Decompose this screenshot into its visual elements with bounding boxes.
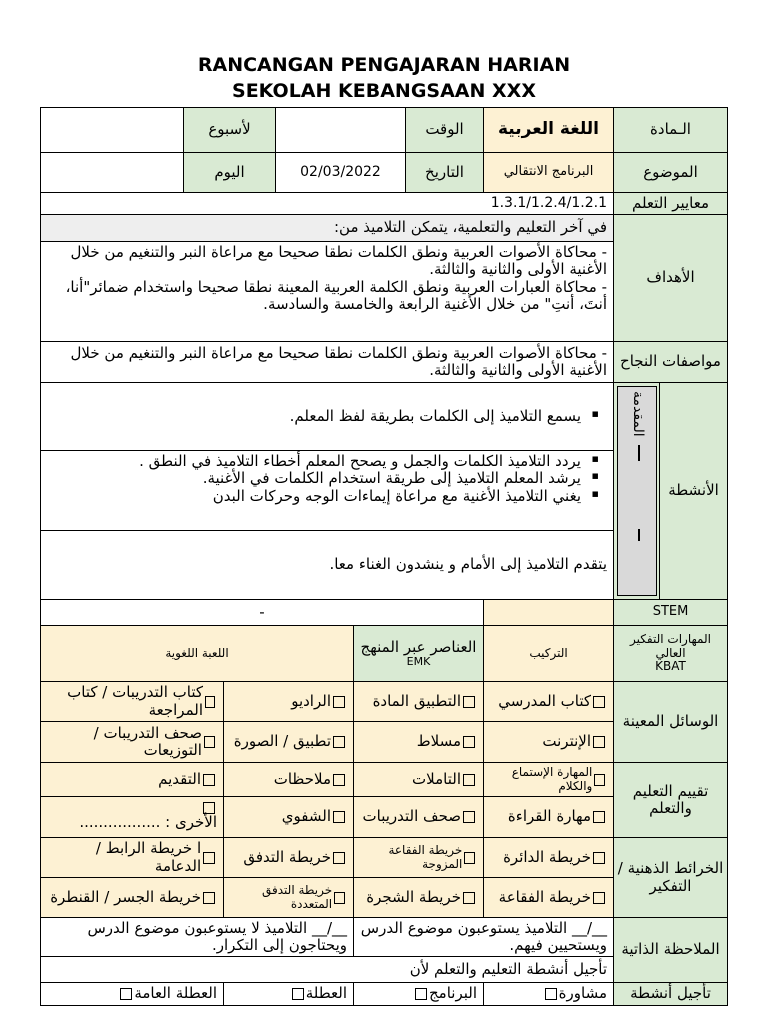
cross-curricular <box>353 625 484 682</box>
aid-text: الإنترنت <box>542 732 591 751</box>
checkbox[interactable] <box>593 892 605 904</box>
assessment-label: تقييم التعليم والتعلم <box>613 762 728 838</box>
school-name: SEKOLAH KEBANGSAAN XXX <box>232 80 536 102</box>
time-label: الوقت <box>405 107 484 153</box>
objective-item: - محاكاة العبارات العربية ونطق الكلمة العربية المعينة نطقا صحيحا واستخدام ضمائر"أنا، أنتَ، أنتِ" من خلال الأغنية الرابعة والخامسة والسادسة. <box>65 277 607 313</box>
activity-intro <box>40 382 614 451</box>
checkbox[interactable] <box>463 811 475 823</box>
success-label: مواصفات النجاح <box>613 341 728 383</box>
assess-reflections[interactable] <box>353 762 484 797</box>
checkbox[interactable] <box>463 736 475 748</box>
success-text: - محاكاة الأصوات العربية ونطق الكلمات نطقا صحيحا مع مراعاة النبر والتنغيم من خلال الأغنية الأولى والثانية والثالثة. <box>40 341 614 383</box>
map-multi-flow[interactable] <box>223 877 354 918</box>
postpone-text: العطلة <box>305 984 347 1003</box>
subject-label: الـمادة <box>613 107 728 153</box>
stem-empty <box>483 599 614 626</box>
checkbox[interactable] <box>464 852 475 864</box>
day-value <box>40 152 184 193</box>
objective-item: - محاكاة الأصوات العربية ونطق الكلمات نطقا صحيحا مع مراعاة النبر والتنغيم من خلال الأغنية الأولى والثانية والثالثة. <box>70 243 607 279</box>
postpone-text: مشاورة <box>558 984 607 1003</box>
checkbox[interactable] <box>463 774 475 786</box>
standards-label: معايير التعلم <box>613 192 728 215</box>
activities-stage-bar <box>617 386 657 596</box>
aid-radio[interactable] <box>223 681 354 722</box>
aid-exercise-book[interactable] <box>40 681 224 722</box>
reflection-label: الملاحظة الذاتية <box>613 917 728 983</box>
activity-item: ▪ يرشد المعلم التلاميذ إلى طريقة استخدام الكلمات في الأغنية. <box>47 470 607 487</box>
time-value <box>275 107 406 153</box>
assess-oral[interactable] <box>223 796 354 838</box>
checkbox[interactable] <box>593 696 605 708</box>
postpone-public-holiday[interactable] <box>40 982 224 1006</box>
aid-text: تطبيق / الصورة <box>233 732 331 751</box>
assess-reading[interactable] <box>483 796 614 838</box>
map-text: خريطة التدفق <box>243 847 331 866</box>
subject-value: اللغة العربية <box>483 107 614 153</box>
map-text: خريطة الدائرة <box>503 847 591 866</box>
kbat-label-ar: المهارات التفكير العالي <box>630 631 711 660</box>
postpone-text: البرنامج <box>428 984 477 1003</box>
assess-other[interactable] <box>40 796 224 838</box>
date-value: 02/03/2022 <box>275 152 406 193</box>
checkbox[interactable] <box>545 988 557 1000</box>
checkbox[interactable] <box>292 988 304 1000</box>
standards-value: 1.3.1/1.2.4/1.2.1 <box>40 192 614 215</box>
map-tree[interactable] <box>353 877 484 918</box>
map-circle[interactable] <box>483 837 614 878</box>
map-text: خريطة الفقاعة <box>498 887 591 906</box>
map-text: خريطة الجسر / القنطرة <box>50 887 201 906</box>
assess-text: المهارة الإستماع والكلام <box>511 764 593 793</box>
assess-exercise-sheets[interactable] <box>353 796 484 838</box>
page-title: RANCANGAN PENGAJARAN HARIAN <box>197 54 571 76</box>
assess-notes[interactable] <box>223 762 354 797</box>
checkbox[interactable] <box>593 811 605 823</box>
activity-main <box>40 450 614 531</box>
topic-label: الموضوع <box>613 152 728 193</box>
kbat-label <box>613 625 728 682</box>
checkbox[interactable] <box>120 988 132 1000</box>
activity-closing: يتقدم التلاميذ إلى الأمام و ينشدون الغناء معا. <box>40 530 614 600</box>
map-link[interactable] <box>40 837 224 878</box>
maps-label: الخرائط الذهنية / التفكير <box>613 837 728 918</box>
aid-image-app[interactable] <box>223 721 354 763</box>
objectives-label: الأهداف <box>613 214 728 342</box>
assess-text: التاملات <box>412 769 461 788</box>
checkbox[interactable] <box>593 736 605 748</box>
assess-text: مهارة القراءة <box>507 807 591 826</box>
cross-label-ar: العناصر عبر المنهج <box>360 637 477 656</box>
date-label: التاريخ <box>405 152 484 193</box>
assess-text: الشفوي <box>281 807 331 826</box>
checkbox[interactable] <box>203 892 215 904</box>
checkbox[interactable] <box>204 736 215 748</box>
postpone-consultation[interactable] <box>483 982 614 1006</box>
objectives-list <box>40 241 614 342</box>
map-text: خريطة الشجرة <box>366 887 461 906</box>
map-text: ا خريطة الرابط / الدعامة <box>95 839 202 875</box>
checkbox[interactable] <box>334 892 345 904</box>
checkbox[interactable] <box>333 811 345 823</box>
postpone-program[interactable] <box>353 982 484 1006</box>
checkbox[interactable] <box>333 696 345 708</box>
map-flow[interactable] <box>223 837 354 878</box>
checkbox[interactable] <box>333 774 345 786</box>
assess-text: ملاحظات <box>273 769 331 788</box>
aid-text: الراديو <box>291 691 331 710</box>
checkbox[interactable] <box>463 696 475 708</box>
aid-app[interactable] <box>353 681 484 722</box>
reflection-mastered: __/__ التلاميذ يستوعبون موضوع الدرس ويستحيين فيهم. <box>353 917 614 957</box>
aid-text: كتاب المدرسي <box>498 691 591 710</box>
activity-item: ▪ يسمع التلاميذ إلى الكلمات بطريقة لفظ المعلم. <box>47 408 607 425</box>
map-bridge[interactable] <box>40 877 224 918</box>
day-label: اليوم <box>183 152 276 193</box>
checkbox[interactable] <box>333 852 345 864</box>
week-value <box>40 107 184 153</box>
stage-intro-label: المقدمة <box>630 391 646 437</box>
language-game: اللعبة اللغوية <box>40 625 354 682</box>
stem-value: - <box>40 599 484 626</box>
cross-label-en: EMK <box>406 654 431 668</box>
assess-listening[interactable] <box>483 762 614 797</box>
stage-divider <box>638 529 640 541</box>
activity-item: ▪ يردد التلاميذ الكلمات والجمل و يصحح المعلم أخطاء التلاميذ في النطق . <box>47 453 607 470</box>
checkbox[interactable] <box>463 892 475 904</box>
postpone-holiday[interactable] <box>223 982 354 1006</box>
assess-text: الأخرى : ................. <box>79 813 217 832</box>
aid-text: صحف التدريبات / التوزيعات <box>93 723 202 759</box>
postpone-label: تأجيل أنشطة <box>613 982 728 1006</box>
checkbox[interactable] <box>203 852 215 864</box>
reflection-postpone: تأجيل أنشطة التعليم والتعلم لأن <box>40 956 614 983</box>
aid-textbook[interactable] <box>483 681 614 722</box>
aid-text: كتاب التدريبات / كتاب المراجعة <box>67 683 203 719</box>
map-double-bubble[interactable] <box>353 837 484 878</box>
aid-internet[interactable] <box>483 721 614 763</box>
topic-value: البرنامج الانتقالي <box>483 152 614 193</box>
checkbox[interactable] <box>594 774 605 786</box>
objectives-intro: في آخر التعليم والتعلمية، يتمكن التلاميذ من: <box>40 214 614 242</box>
checkbox[interactable] <box>205 696 215 708</box>
aid-text: التطبيق المادة <box>372 691 461 710</box>
map-text: خريطة التدفق المتعددة <box>262 882 333 911</box>
kbat-label-en: KBAT <box>655 659 686 674</box>
stage-divider <box>638 445 640 461</box>
map-text: خريطة الفقاعة المزوجة <box>388 842 463 871</box>
map-bubble[interactable] <box>483 877 614 918</box>
assess-presentation[interactable] <box>40 762 224 797</box>
aid-text: مسلاط <box>416 732 461 751</box>
week-label: لأسبوع <box>183 107 276 153</box>
kbat-composition: التركيب <box>483 625 614 682</box>
reflection-not-mastered: __/__ التلاميذ لا يستوعبون موضوع الدرس ويحتاجون إلى التكرار. <box>40 917 354 957</box>
aid-worksheets[interactable] <box>40 721 224 763</box>
checkbox[interactable] <box>333 736 345 748</box>
checkbox[interactable] <box>203 774 215 786</box>
activity-item: ▪ يغني التلاميذ الأغنية مع مراعاة إيماءات الوجه وحركات البدن <box>47 488 607 505</box>
activities-label: الأنشطة <box>659 382 728 600</box>
checkbox[interactable] <box>415 988 427 1000</box>
assess-text: صحف التدريبات <box>362 807 461 826</box>
postpone-text: العطلة العامة <box>134 984 217 1003</box>
aid-board[interactable] <box>353 721 484 763</box>
aids-label: الوسائل المعينة <box>613 681 728 763</box>
checkbox[interactable] <box>593 852 605 864</box>
assess-text: التقديم <box>158 769 201 788</box>
stem-label: STEM <box>613 599 728 626</box>
